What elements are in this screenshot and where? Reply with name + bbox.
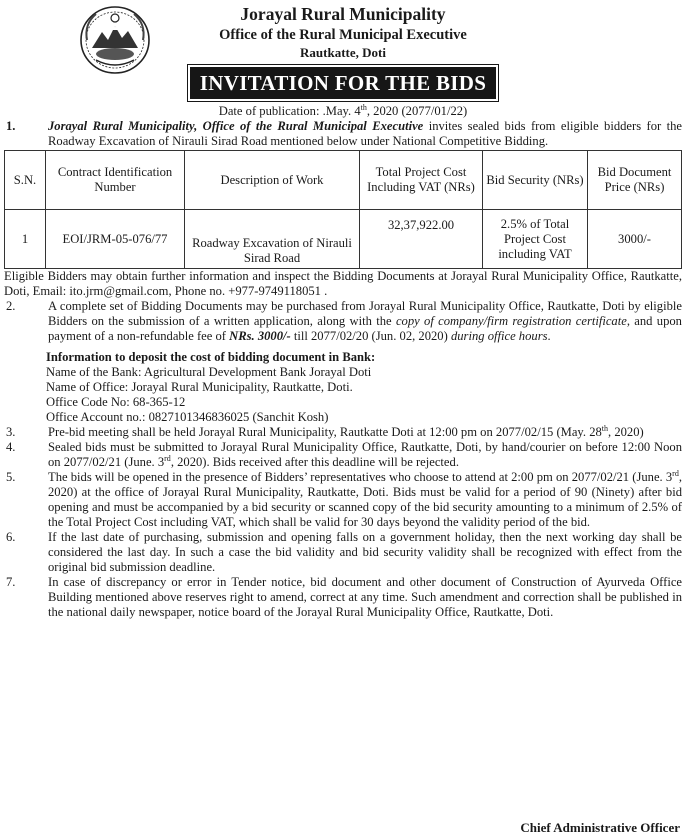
cell-security: 2.5% of Total Project Cost including VAT <box>483 210 588 269</box>
notice-banner: INVITATION FOR THE BIDS <box>190 67 496 99</box>
bank-info-heading: Information to deposit the cost of bidding document in Bank: <box>46 350 376 364</box>
clause-number: 3. <box>6 425 16 439</box>
clause-1: 1. Jorayal Rural Municipality, Office of the Rural Municipal Executive invites sealed bids from eligible bidders for the Roadway Excavation of Nirauli Sirad Road mentioned below under National Competitive Bidding. <box>6 119 682 148</box>
bid-table <box>4 150 682 269</box>
bank-office-name: Name of Office: Jorayal Rural Municipality, Rautkatte, Doti. <box>46 380 353 394</box>
signature-title: Chief Administrative Officer <box>520 820 680 835</box>
bank-account-number: Office Account no.: 0827101346836025 (Sanchit Kosh) <box>46 410 329 424</box>
clause-2: 2. A complete set of Bidding Documents may be purchased from Jorayal Rural Municipality Office, Rautkatte, Doti by eligible Bidders on the submission of a written application, along with the copy of company/firm registration certificate, and upon payment of a non-refundable fee of NRs. 3000/- till 2077/02/20 (Jun. 02, 2020) during office hours. <box>6 299 682 343</box>
clause-number: 4. <box>6 440 16 454</box>
cell-description: Roadway Excavation of Nirauli Sirad Road <box>185 210 360 269</box>
clause-5: 5. The bids will be opened in the presence of Bidders’ representatives who choose to attend at 2:00 pm on 2077/02/21 (June. 3rd, 2020) at the office of Jorayal Rural Municipality, Rautkatte, Doti. Bids must be valid for a period of 90 (Ninety) after bid opening and must be accompanied by a bid security or scanned copy of the bid security amounting to a minimum of 2.5% of the Total Project Cost including VAT, which shall be valid for 30 days beyond the validity period of the bid. <box>6 468 682 529</box>
bank-info <box>4 350 682 425</box>
table-header-sn: S.N. <box>5 151 46 210</box>
publication-date: Date of publication: .May. 4th, 2020 (2077/01/22) <box>218 102 468 118</box>
clause-6: 6. If the last date of purchasing, submission and opening falls on a government holiday, then the next working day shall be considered the last day. In such a case the bid validity and bid security validity shall be recognized with effect from the original bid submission deadline. <box>6 530 682 574</box>
clause-7: 7. In case of discrepancy or error in Tender notice, bid document and other document of Construction of Ayurveda Office Building mentioned above reserves right to amend, correct at any time. Such amendment and correction shall be published in the national daily newspaper, notice board of the Jorayal Rural Municipality Office, Rautkatte, Doti. <box>6 575 682 619</box>
municipality-title: Jorayal Rural Municipality <box>240 4 446 24</box>
clause-4: 4. Sealed bids must be submitted to Jorayal Rural Municipality Office, Rautkatte, Doti, by hand/courier on before 12:00 Noon on 2077/02/21 (June. 3rd, 2020). Bids received after this deadline will be rejected. <box>6 440 682 469</box>
office-subtitle: Office of the Rural Municipal Executive <box>219 27 467 43</box>
table-header-contract: Contract Identification Number <box>46 151 185 210</box>
table-row <box>5 210 682 269</box>
bank-office-code: Office Code No: 68-365-12 <box>46 395 186 409</box>
bank-name: Name of the Bank: Agricultural Development Bank Jorayal Doti <box>46 365 372 379</box>
eligible-bidders-note: Eligible Bidders may obtain further information and inspect the Bidding Documents at Jorayal Rural Municipality Office, Rautkatte, Doti, Email: ito.jrm@gmail.com, Phone no. +977-9749118051 . <box>4 269 682 298</box>
clause-number: 7. <box>6 575 16 589</box>
cell-contract: EOI/JRM-05-076/77 <box>46 210 185 269</box>
cell-price: 3000/- <box>588 210 682 269</box>
clause-number: 2. <box>6 299 16 313</box>
table-header-price: Bid Document Price (NRs) <box>588 151 682 210</box>
table-header-description: Description of Work <box>185 151 360 210</box>
clause-3: 3. Pre-bid meeting shall be held Jorayal Rural Municipality, Rautkatte Doti at 12:00 pm on 2077/02/15 (May. 28th, 2020) <box>6 423 644 439</box>
clause-number: 5. <box>6 470 16 484</box>
cell-cost: 32,37,922.00 <box>360 210 483 269</box>
municipality-emblem-icon <box>78 4 152 76</box>
table-header-cost: Total Project Cost Including VAT (NRs) <box>360 151 483 210</box>
table-header-security: Bid Security (NRs) <box>483 151 588 210</box>
clause-number: 1. <box>6 119 16 133</box>
cell-sn: 1 <box>5 210 46 269</box>
clause-number: 6. <box>6 530 16 544</box>
office-location: Rautkatte, Doti <box>300 45 386 60</box>
